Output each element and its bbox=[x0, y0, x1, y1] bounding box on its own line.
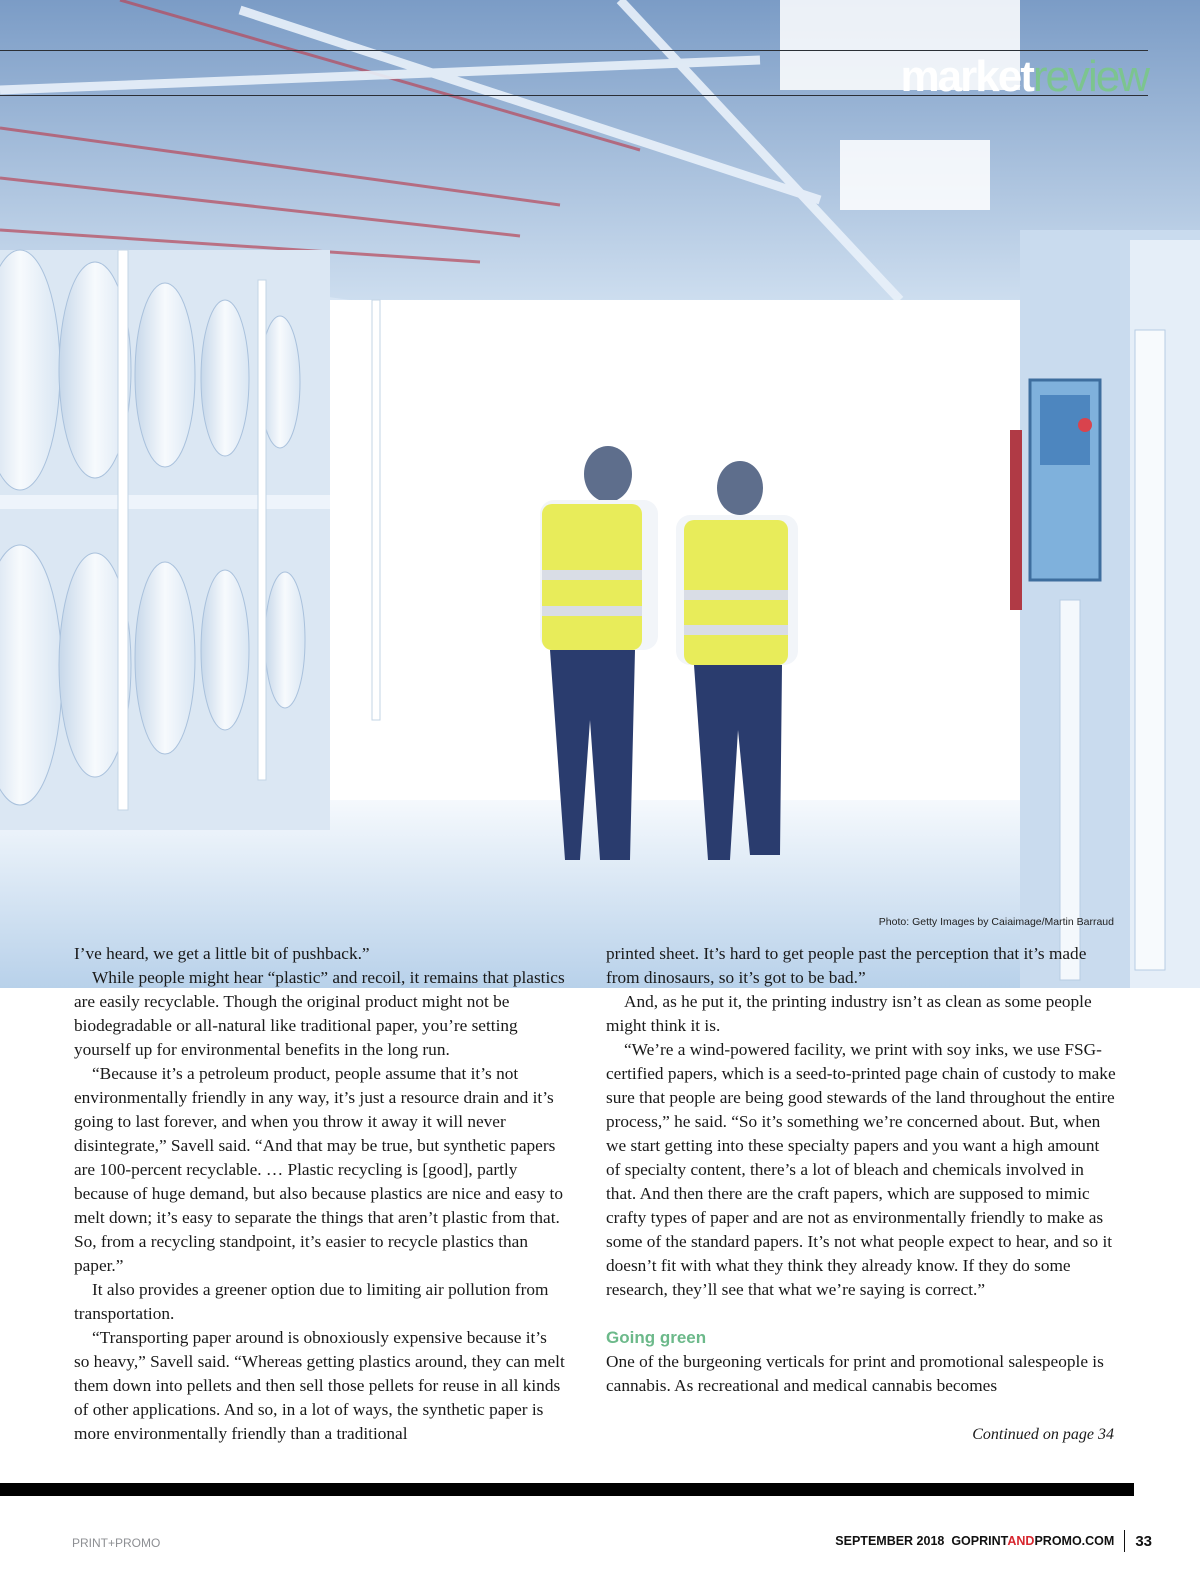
footer-site-part1: GOPRINT bbox=[951, 1534, 1008, 1548]
header-rule-top bbox=[0, 50, 1148, 51]
section-subhead: Going green bbox=[606, 1328, 707, 1347]
footer-site-part3: PROMO.COM bbox=[1034, 1534, 1115, 1548]
page-number: 33 bbox=[1135, 1532, 1152, 1550]
paragraph: It also provides a greener option due to limiting air pollution from transportation. bbox=[74, 1280, 549, 1323]
footer-separator bbox=[1124, 1530, 1125, 1552]
article-column-right bbox=[606, 942, 1116, 1398]
footer-bar bbox=[0, 1483, 1134, 1496]
paragraph: I’ve heard, we get a little bit of pushback.” bbox=[74, 944, 370, 963]
paragraph: “Transporting paper around is obnoxiously expensive because it’s so heavy,” Savell said. “Whereas getting plastics around, they can melt them down into pellets and then sell those pellets for reuse in all kinds of other applications. And so, in a lot of ways, the synthetic paper is more environmentally friendly than a traditional bbox=[74, 1328, 565, 1443]
footer-site-part2: AND bbox=[1007, 1534, 1035, 1548]
photo-caption: Photo: Getty Images by Caiaimage/Martin Barraud bbox=[878, 916, 1114, 928]
paragraph: One of the burgeoning verticals for print and promotional salespeople is cannabis. As recreational and medical cannabis becomes bbox=[606, 1352, 1104, 1395]
footer-site bbox=[951, 1534, 1114, 1548]
section-logo bbox=[901, 52, 1148, 102]
paragraph: While people might hear “plastic” and recoil, it remains that plastics are easily recyclable. Though the original product might not be biodegradable or all-natural like traditional paper, you’re setting yourself up for environmental benefits in the long run. bbox=[74, 968, 565, 1059]
footer-publication: PRINT+PROMO bbox=[72, 1536, 161, 1550]
continued-note: Continued on page 34 bbox=[972, 1426, 1114, 1443]
footer-folio bbox=[835, 1530, 1152, 1552]
article-column-left bbox=[74, 942, 566, 1446]
paragraph: “Because it’s a petroleum product, people assume that it’s not environmentally friendly in any way, it’s just a resource drain and it’s going to last forever, and when you throw it away it will never disintegrate,” Savell said. “And that may be true, but synthetic papers are 100-percent recyclable. … Plastic recycling is [good], partly because of huge demand, but also because plastics are nice and easy to melt down; it’s easy to separate the things that aren’t plastic from that. So, from a recycling standpoint, it’s easier to recycle plastics than paper.” bbox=[74, 1064, 563, 1275]
section-logo-part2: review bbox=[1032, 52, 1148, 101]
paragraph: And, as he put it, the printing industry isn’t as clean as some people might think it is. bbox=[606, 992, 1092, 1035]
section-logo-part1: market bbox=[900, 52, 1033, 101]
footer-date: SEPTEMBER 2018 bbox=[835, 1534, 945, 1548]
paragraph: printed sheet. It’s hard to get people past the perception that it’s made from dinosaurs, so it’s got to be bad.” bbox=[606, 944, 1087, 987]
paragraph: “We’re a wind-powered facility, we print with soy inks, we use FSG-certified papers, which is a seed-to-printed page chain of custody to make sure that people are being good stewards of the land throughout the entire process,” he said. “So it’s something we’re concerned about. But, when we start getting into these specialty papers and you want a high amount of specialty content, there’s a lot of bleach and chemicals involved in that. And then there are the craft papers, which are supposed to mimic crafty types of paper and are not as environmentally friendly to make as some of the standard papers. It’s not what people expect to hear, and so it doesn’t fit with what they think they already know. If they do some research, they’ll see that what we’re saying is correct.” bbox=[606, 1040, 1116, 1299]
